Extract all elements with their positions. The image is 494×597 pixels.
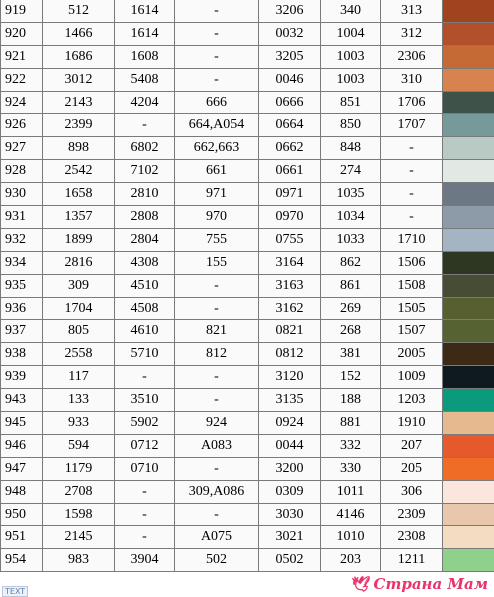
- color-swatch: [443, 457, 494, 480]
- table-cell: 5408: [115, 68, 175, 91]
- table-cell: 0924: [259, 412, 321, 435]
- table-cell: 3120: [259, 366, 321, 389]
- table-cell: -: [175, 503, 259, 526]
- table-row: [1, 526, 494, 549]
- color-swatch: [443, 320, 494, 343]
- table-cell: 922: [1, 68, 43, 91]
- table-cell: 935: [1, 274, 43, 297]
- color-swatch: [443, 480, 494, 503]
- table-cell: 937: [1, 320, 43, 343]
- table-cell: 928: [1, 160, 43, 183]
- table-cell: 0821: [259, 320, 321, 343]
- table-cell: 927: [1, 137, 43, 160]
- table-cell: 5902: [115, 412, 175, 435]
- table-cell: 7102: [115, 160, 175, 183]
- table-cell: 945: [1, 412, 43, 435]
- table-cell: -: [381, 137, 443, 160]
- table-cell: 1506: [381, 251, 443, 274]
- table-row: [1, 183, 494, 206]
- color-swatch: [443, 434, 494, 457]
- table-cell: 936: [1, 297, 43, 320]
- color-swatch: [443, 0, 494, 22]
- table-cell: 1899: [43, 228, 115, 251]
- table-row: [1, 457, 494, 480]
- table-cell: 939: [1, 366, 43, 389]
- table-cell: 664,A054: [175, 114, 259, 137]
- table-cell: -: [115, 480, 175, 503]
- table-cell: 948: [1, 480, 43, 503]
- color-swatch: [443, 45, 494, 68]
- table-cell: 920: [1, 22, 43, 45]
- table-cell: 924: [1, 91, 43, 114]
- table-cell: 662,663: [175, 137, 259, 160]
- table-cell: 1505: [381, 297, 443, 320]
- color-swatch: [443, 160, 494, 183]
- table-cell: 1608: [115, 45, 175, 68]
- table-row: [1, 274, 494, 297]
- table-cell: -: [175, 22, 259, 45]
- table-cell: 1004: [321, 22, 381, 45]
- table-cell: -: [175, 366, 259, 389]
- table-cell: 933: [43, 412, 115, 435]
- table-row: [1, 45, 494, 68]
- table-cell: 4508: [115, 297, 175, 320]
- table-cell: 512: [43, 0, 115, 22]
- table-cell: 1598: [43, 503, 115, 526]
- table-cell: 207: [381, 434, 443, 457]
- table-cell: 1010: [321, 526, 381, 549]
- color-swatch: [443, 549, 494, 572]
- table-cell: 2558: [43, 343, 115, 366]
- table-cell: 931: [1, 206, 43, 229]
- table-cell: 1707: [381, 114, 443, 137]
- table-cell: 661: [175, 160, 259, 183]
- color-swatch: [443, 297, 494, 320]
- table-cell: 951: [1, 526, 43, 549]
- table-cell: 862: [321, 251, 381, 274]
- table-cell: 0712: [115, 434, 175, 457]
- table-cell: 4510: [115, 274, 175, 297]
- table-cell: 274: [321, 160, 381, 183]
- table-cell: 332: [321, 434, 381, 457]
- color-swatch: [443, 251, 494, 274]
- table-cell: 1614: [115, 0, 175, 22]
- table-cell: 2143: [43, 91, 115, 114]
- table-cell: 0309: [259, 480, 321, 503]
- table-cell: 1034: [321, 206, 381, 229]
- table-cell: 381: [321, 343, 381, 366]
- table-cell: 851: [321, 91, 381, 114]
- table-cell: 1009: [381, 366, 443, 389]
- table-cell: 312: [381, 22, 443, 45]
- table-cell: 666: [175, 91, 259, 114]
- table-cell: 971: [175, 183, 259, 206]
- table-cell: 0710: [115, 457, 175, 480]
- table-cell: 898: [43, 137, 115, 160]
- table-cell: 306: [381, 480, 443, 503]
- table-cell: 0502: [259, 549, 321, 572]
- table-cell: 1658: [43, 183, 115, 206]
- table-row: [1, 251, 494, 274]
- table-cell: 2542: [43, 160, 115, 183]
- table-row: [1, 114, 494, 137]
- table-cell: 924: [175, 412, 259, 435]
- table-cell: 2399: [43, 114, 115, 137]
- table-cell: 1910: [381, 412, 443, 435]
- table-cell: 3206: [259, 0, 321, 22]
- table-row: [1, 320, 494, 343]
- table-cell: 0970: [259, 206, 321, 229]
- table-cell: 4610: [115, 320, 175, 343]
- table-row: [1, 297, 494, 320]
- table-cell: 861: [321, 274, 381, 297]
- table-cell: 203: [321, 549, 381, 572]
- table-cell: -: [175, 45, 259, 68]
- table-row: [1, 480, 494, 503]
- table-body: [1, 0, 494, 572]
- table-row: [1, 91, 494, 114]
- table-cell: 1003: [321, 68, 381, 91]
- cropped-corner-label: TEXT: [2, 586, 28, 597]
- table-row: [1, 434, 494, 457]
- table-cell: 5710: [115, 343, 175, 366]
- table-cell: -: [115, 526, 175, 549]
- color-swatch: [443, 228, 494, 251]
- table-cell: 850: [321, 114, 381, 137]
- table-cell: 269: [321, 297, 381, 320]
- table-row: [1, 68, 494, 91]
- table-cell: 3012: [43, 68, 115, 91]
- color-swatch: [443, 68, 494, 91]
- table-cell: 1466: [43, 22, 115, 45]
- table-cell: 2810: [115, 183, 175, 206]
- table-cell: 881: [321, 412, 381, 435]
- table-cell: 188: [321, 389, 381, 412]
- table-cell: 3030: [259, 503, 321, 526]
- table-cell: 340: [321, 0, 381, 22]
- table-cell: 1710: [381, 228, 443, 251]
- table-cell: 926: [1, 114, 43, 137]
- color-swatch: [443, 503, 494, 526]
- table-cell: 502: [175, 549, 259, 572]
- table-cell: 1357: [43, 206, 115, 229]
- table-cell: 1686: [43, 45, 115, 68]
- table-cell: 2005: [381, 343, 443, 366]
- color-swatch: [443, 412, 494, 435]
- site-watermark: [351, 575, 488, 593]
- table-cell: -: [175, 0, 259, 22]
- color-swatch: [443, 137, 494, 160]
- table-cell: 950: [1, 503, 43, 526]
- table-cell: 152: [321, 366, 381, 389]
- table-row: [1, 366, 494, 389]
- table-row: [1, 0, 494, 22]
- table-cell: 812: [175, 343, 259, 366]
- table-row: [1, 206, 494, 229]
- table-cell: 0666: [259, 91, 321, 114]
- color-swatch: [443, 183, 494, 206]
- table-row: [1, 549, 494, 572]
- table-cell: -: [115, 366, 175, 389]
- table-cell: 848: [321, 137, 381, 160]
- table-cell: 310: [381, 68, 443, 91]
- table-cell: 155: [175, 251, 259, 274]
- table-cell: 755: [175, 228, 259, 251]
- table-cell: -: [381, 183, 443, 206]
- table-cell: 1211: [381, 549, 443, 572]
- table-cell: 2808: [115, 206, 175, 229]
- table-row: [1, 160, 494, 183]
- color-swatch: [443, 114, 494, 137]
- table-cell: 4146: [321, 503, 381, 526]
- table-cell: 268: [321, 320, 381, 343]
- table-cell: -: [175, 274, 259, 297]
- table-cell: 930: [1, 183, 43, 206]
- table-cell: 2308: [381, 526, 443, 549]
- table-row: [1, 503, 494, 526]
- table-cell: 594: [43, 434, 115, 457]
- table-cell: 3205: [259, 45, 321, 68]
- table-cell: 3164: [259, 251, 321, 274]
- table-cell: 2306: [381, 45, 443, 68]
- table-cell: 2145: [43, 526, 115, 549]
- table-cell: -: [381, 160, 443, 183]
- color-swatch: [443, 366, 494, 389]
- table-cell: 0044: [259, 434, 321, 457]
- table-row: [1, 137, 494, 160]
- table-cell: 0664: [259, 114, 321, 137]
- table-cell: 938: [1, 343, 43, 366]
- table-cell: -: [381, 206, 443, 229]
- color-swatch: [443, 389, 494, 412]
- table-cell: 330: [321, 457, 381, 480]
- table-cell: 1704: [43, 297, 115, 320]
- table-cell: A075: [175, 526, 259, 549]
- table-cell: 4308: [115, 251, 175, 274]
- table-cell: -: [175, 68, 259, 91]
- color-swatch: [443, 343, 494, 366]
- table-cell: 0662: [259, 137, 321, 160]
- table-cell: -: [115, 114, 175, 137]
- table-cell: 1203: [381, 389, 443, 412]
- table-cell: 970: [175, 206, 259, 229]
- table-cell: 3200: [259, 457, 321, 480]
- table-cell: 4204: [115, 91, 175, 114]
- table-cell: 0046: [259, 68, 321, 91]
- table-cell: 0812: [259, 343, 321, 366]
- table-cell: 947: [1, 457, 43, 480]
- table-cell: -: [175, 297, 259, 320]
- table-cell: 309: [43, 274, 115, 297]
- table-cell: 6802: [115, 137, 175, 160]
- watermark-text: Страна Мам: [373, 575, 488, 593]
- table-row: [1, 412, 494, 435]
- table-cell: 1706: [381, 91, 443, 114]
- table-cell: 313: [381, 0, 443, 22]
- color-swatch: [443, 91, 494, 114]
- color-swatch: [443, 22, 494, 45]
- table-cell: -: [175, 389, 259, 412]
- table-cell: 946: [1, 434, 43, 457]
- table-cell: -: [115, 503, 175, 526]
- color-swatch: [443, 206, 494, 229]
- table-cell: 1508: [381, 274, 443, 297]
- table-cell: 1003: [321, 45, 381, 68]
- table-cell: 919: [1, 0, 43, 22]
- table-cell: 1179: [43, 457, 115, 480]
- table-cell: 1614: [115, 22, 175, 45]
- table-row: [1, 343, 494, 366]
- table-cell: A083: [175, 434, 259, 457]
- color-swatch: [443, 274, 494, 297]
- table-cell: 1035: [321, 183, 381, 206]
- table-cell: 805: [43, 320, 115, 343]
- table-cell: 3135: [259, 389, 321, 412]
- table-cell: 932: [1, 228, 43, 251]
- table-cell: 3021: [259, 526, 321, 549]
- table-cell: 0755: [259, 228, 321, 251]
- table-cell: 2708: [43, 480, 115, 503]
- bird-icon: 🕊: [351, 575, 371, 593]
- table-cell: 943: [1, 389, 43, 412]
- color-swatch: [443, 526, 494, 549]
- table-cell: 821: [175, 320, 259, 343]
- table-cell: 2816: [43, 251, 115, 274]
- table-cell: 1507: [381, 320, 443, 343]
- table-cell: 954: [1, 549, 43, 572]
- table-cell: -: [175, 457, 259, 480]
- table-cell: 3904: [115, 549, 175, 572]
- table-row: [1, 22, 494, 45]
- table-cell: 934: [1, 251, 43, 274]
- table-cell: 3163: [259, 274, 321, 297]
- table-cell: 3162: [259, 297, 321, 320]
- table-cell: 1011: [321, 480, 381, 503]
- table-row: [1, 389, 494, 412]
- table-cell: 921: [1, 45, 43, 68]
- table-cell: 0971: [259, 183, 321, 206]
- table-cell: 117: [43, 366, 115, 389]
- table-cell: 2309: [381, 503, 443, 526]
- table-cell: 3510: [115, 389, 175, 412]
- table-cell: 2804: [115, 228, 175, 251]
- table-cell: 205: [381, 457, 443, 480]
- table-cell: 0032: [259, 22, 321, 45]
- table-cell: 983: [43, 549, 115, 572]
- table-row: [1, 228, 494, 251]
- table-cell: 309,A086: [175, 480, 259, 503]
- table-cell: 0661: [259, 160, 321, 183]
- table-cell: 1033: [321, 228, 381, 251]
- table-cell: 133: [43, 389, 115, 412]
